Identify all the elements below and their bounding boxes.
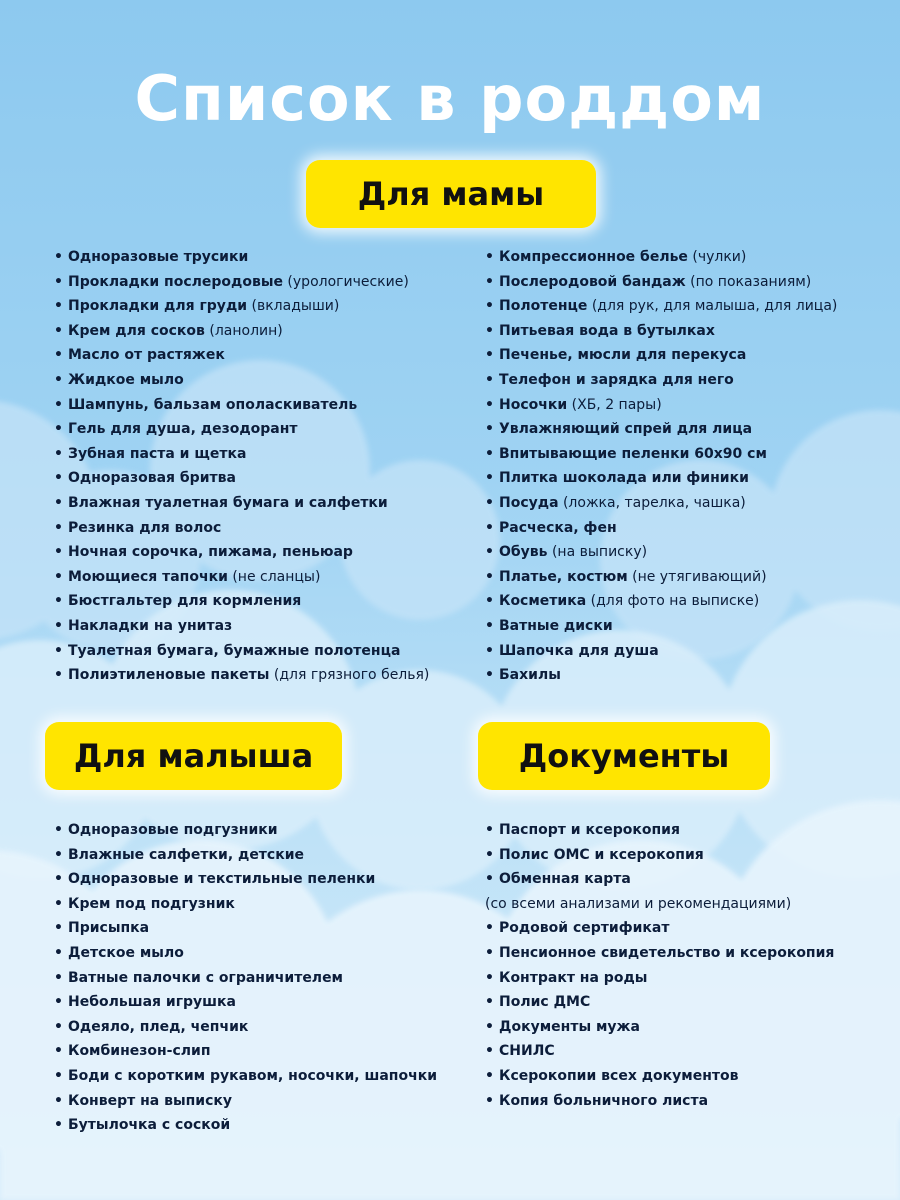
- item-note: (вкладыши): [247, 298, 340, 315]
- item-note: (не сланцы): [227, 568, 321, 585]
- list-item: [485, 639, 837, 664]
- item-label: Обувь: [499, 544, 548, 561]
- item-label: Одноразовые и текстильные пеленки: [68, 871, 376, 888]
- list-item: [485, 516, 837, 541]
- list-item: [485, 245, 837, 270]
- list-item: [54, 892, 437, 917]
- list-item: [54, 1089, 437, 1114]
- item-label: Ночная сорочка, пижама, пеньюар: [68, 544, 353, 561]
- list-item: [485, 319, 837, 344]
- item-label: Увлажняющий спрей для лица: [499, 421, 753, 438]
- item-label: Бутылочка с соской: [68, 1117, 231, 1134]
- list-item: [54, 663, 429, 688]
- list-item: [54, 368, 429, 393]
- list-item: [54, 245, 429, 270]
- item-label: Одноразовая бритва: [68, 470, 236, 487]
- list-item: [54, 270, 429, 295]
- item-label: Шампунь, бальзам ополаскиватель: [68, 396, 358, 413]
- item-label: Питьевая вода в бутылках: [499, 322, 715, 339]
- list-item: [54, 343, 429, 368]
- list-item: [485, 1064, 834, 1089]
- item-label: Влажные салфетки, детские: [68, 846, 305, 863]
- list-item: [485, 818, 834, 843]
- page-title: Список в роддом: [134, 62, 766, 135]
- list-item: [485, 916, 834, 941]
- item-note: (со всеми анализами и рекомендациями): [485, 895, 792, 912]
- item-note: (ланолин): [204, 322, 283, 339]
- item-label: Шапочка для душа: [499, 642, 659, 659]
- item-label: Бахилы: [499, 667, 561, 684]
- list-item: [54, 393, 429, 418]
- item-label: Ватные диски: [499, 617, 613, 634]
- list-item: [485, 1089, 834, 1114]
- item-label: Моющиеся тапочки: [68, 568, 228, 585]
- item-label: Полиэтиленовые пакеты: [68, 667, 270, 684]
- item-label: Плитка шоколада или финики: [499, 470, 749, 487]
- item-label: Масло от растяжек: [68, 347, 225, 364]
- item-label: Контракт на роды: [499, 969, 648, 986]
- list-item: [485, 540, 837, 565]
- item-label: Копия больничного листа: [499, 1092, 709, 1109]
- list-item: [54, 614, 429, 639]
- item-label: Полотенце: [499, 298, 588, 315]
- list-item: [54, 966, 437, 991]
- baby-list: [54, 818, 437, 1138]
- item-note: (по показаниям): [685, 273, 812, 290]
- list-item: [54, 916, 437, 941]
- item-label: Накладки на унитаз: [68, 617, 233, 634]
- list-item: [485, 966, 834, 991]
- list-item: [54, 639, 429, 664]
- item-label: Платье, костюм: [499, 568, 628, 585]
- item-label: Крем для сосков: [68, 322, 205, 339]
- list-item: [54, 843, 437, 868]
- item-label: Одноразовые подгузники: [68, 822, 278, 838]
- list-item: [54, 589, 429, 614]
- list-item: [485, 442, 837, 467]
- list-item: [54, 516, 429, 541]
- list-item: [485, 270, 837, 295]
- item-note: (ХБ, 2 пары): [567, 396, 662, 413]
- item-label: Гель для душа, дезодорант: [68, 421, 298, 438]
- item-label: Прокладки для груди: [68, 298, 248, 315]
- item-label: Печенье, мюсли для перекуса: [499, 347, 747, 364]
- list-item: [54, 442, 429, 467]
- item-label: Послеродовой бандаж: [499, 273, 686, 290]
- list-item: [54, 319, 429, 344]
- item-label: Зубная паста и щетка: [68, 445, 247, 462]
- list-item: [485, 990, 834, 1015]
- list-item: [54, 1113, 437, 1138]
- list-item: [485, 614, 837, 639]
- list-item: [485, 294, 837, 319]
- list-item: [54, 540, 429, 565]
- list-item: [54, 565, 429, 590]
- item-label: Жидкое мыло: [68, 371, 184, 388]
- item-label: Конверт на выписку: [68, 1092, 233, 1109]
- list-item: [54, 466, 429, 491]
- section-heading-baby: Для малыша: [45, 722, 342, 790]
- item-note: (ложка, тарелка, чашка): [558, 494, 746, 511]
- list-item: [485, 393, 837, 418]
- list-item: [485, 941, 834, 966]
- list-item: [54, 294, 429, 319]
- item-label: Крем под подгузник: [68, 895, 235, 912]
- item-label: Бюстгальтер для кормления: [68, 593, 302, 610]
- item-label: Одноразовые трусики: [68, 249, 249, 265]
- list-item: [485, 343, 837, 368]
- item-label: Боди с коротким рукавом, носочки, шапочки: [68, 1067, 438, 1084]
- section-heading-docs: Документы: [478, 722, 770, 790]
- item-label: Пенсионное свидетельство и ксерокопия: [499, 944, 835, 961]
- item-label: Косметика: [499, 593, 587, 610]
- item-note: (чулки): [687, 249, 747, 265]
- item-label: Небольшая игрушка: [68, 994, 236, 1011]
- item-label: Ватные палочки с ограничителем: [68, 969, 344, 986]
- mama-list-left: [54, 245, 429, 688]
- item-label: Присыпка: [68, 920, 150, 937]
- list-item: [485, 663, 837, 688]
- section-heading-mama: Для мамы: [306, 160, 596, 228]
- item-label: Обменная карта: [499, 871, 631, 888]
- list-item: [485, 1015, 834, 1040]
- list-item: [54, 941, 437, 966]
- item-label: Родовой сертификат: [499, 920, 670, 937]
- item-label: Прокладки послеродовые: [68, 273, 283, 290]
- list-item: [54, 417, 429, 442]
- list-item: [485, 466, 837, 491]
- list-item: [54, 818, 437, 843]
- docs-list: [485, 818, 834, 1113]
- list-item: [54, 1039, 437, 1064]
- item-label: Впитывающие пеленки 60х90 см: [499, 445, 767, 462]
- list-item: [485, 892, 834, 917]
- item-note: (не утягивающий): [627, 568, 767, 585]
- list-item: [54, 867, 437, 892]
- item-label: Телефон и зарядка для него: [499, 371, 734, 388]
- item-label: Паспорт и ксерокопия: [499, 822, 680, 838]
- list-item: [485, 843, 834, 868]
- item-label: Детское мыло: [68, 944, 184, 961]
- list-item: [485, 368, 837, 393]
- item-label: Посуда: [499, 494, 559, 511]
- list-item: [485, 867, 834, 892]
- item-note: (для фото на выписке): [586, 593, 760, 610]
- item-label: Документы мужа: [499, 1018, 640, 1035]
- list-item: [485, 589, 837, 614]
- item-label: Одеяло, плед, чепчик: [68, 1018, 249, 1035]
- list-item: [54, 491, 429, 516]
- list-item: [485, 1039, 834, 1064]
- item-label: Носочки: [499, 396, 568, 413]
- item-label: Ксерокопии всех документов: [499, 1067, 739, 1084]
- item-label: Комбинезон-слип: [68, 1043, 211, 1060]
- list-item: [54, 1015, 437, 1040]
- item-note: (для рук, для малыша, для лица): [587, 298, 838, 315]
- item-label: СНИЛС: [499, 1043, 555, 1060]
- mama-list-right: [485, 245, 837, 688]
- item-label: Полис ОМС и ксерокопия: [499, 846, 704, 863]
- list-item: [485, 417, 837, 442]
- list-item: [485, 565, 837, 590]
- list-item: [54, 1064, 437, 1089]
- item-label: Полис ДМС: [499, 994, 591, 1011]
- item-label: Расческа, фен: [499, 519, 617, 536]
- item-note: (на выписку): [547, 544, 648, 561]
- item-label: Компрессионное белье: [499, 249, 688, 265]
- item-label: Туалетная бумага, бумажные полотенца: [68, 642, 401, 659]
- item-note: (урологические): [282, 273, 409, 290]
- item-note: (для грязного белья): [269, 667, 430, 684]
- item-label: Резинка для волос: [68, 519, 222, 536]
- list-item: [485, 491, 837, 516]
- item-label: Влажная туалетная бумага и салфетки: [68, 494, 388, 511]
- list-item: [54, 990, 437, 1015]
